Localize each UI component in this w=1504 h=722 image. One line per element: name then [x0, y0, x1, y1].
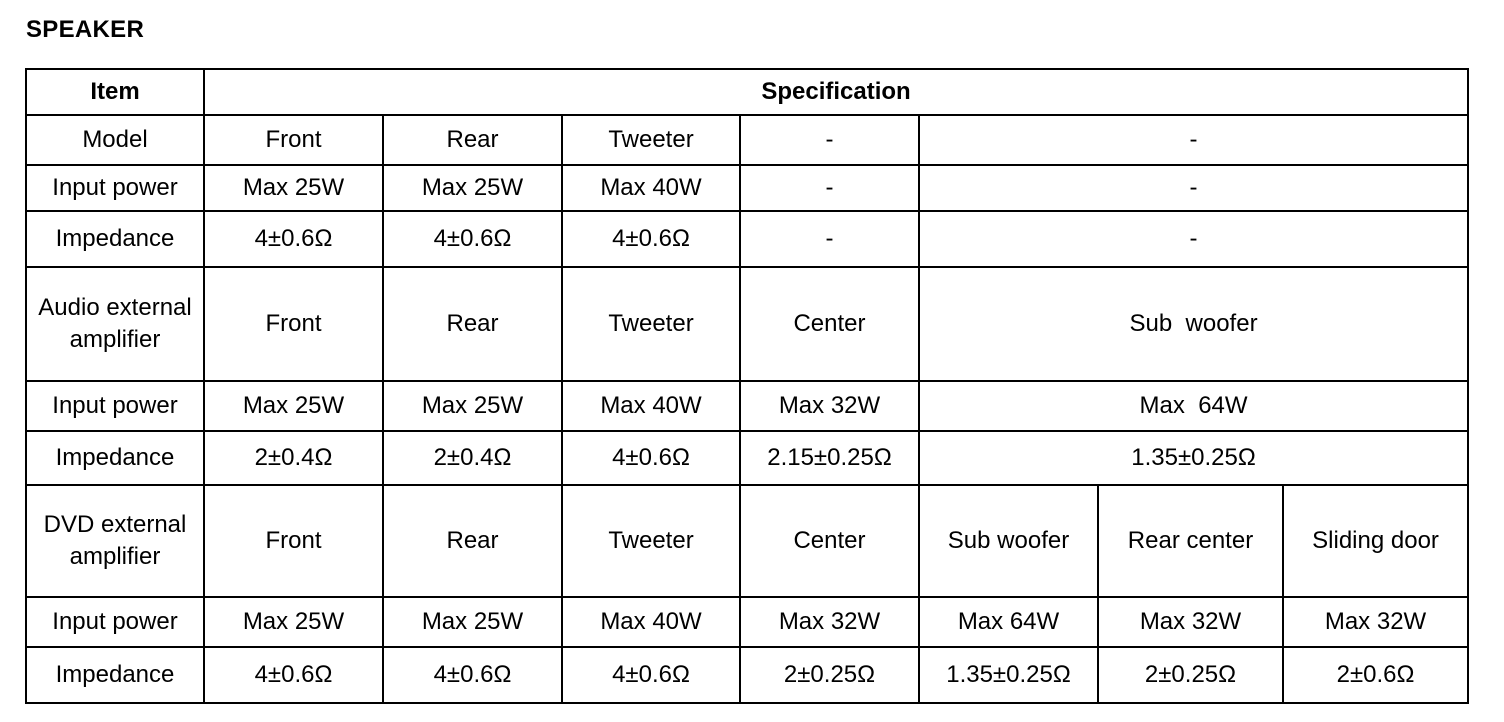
table-cell: Rear center [1098, 485, 1283, 597]
table-cell: Max 32W [1098, 597, 1283, 647]
table-cell: 2±0.6Ω [1283, 647, 1468, 703]
table-cell: 4±0.6Ω [562, 431, 740, 485]
speaker-spec-table [25, 68, 1469, 704]
table-cell: Max 25W [204, 597, 383, 647]
table-cell: Max 40W [562, 597, 740, 647]
table-cell: Tweeter [562, 267, 740, 381]
table-cell: 2±0.25Ω [1098, 647, 1283, 703]
table-cell: 4±0.6Ω [383, 647, 562, 703]
table-cell: Sub woofer [919, 267, 1468, 381]
table-cell: Max 64W [919, 381, 1468, 431]
table-cell: Max 64W [919, 597, 1098, 647]
table-row [26, 381, 1468, 431]
table-cell: Rear [383, 267, 562, 381]
table-cell: 4±0.6Ω [204, 211, 383, 267]
row-label: Impedance [26, 647, 204, 703]
table-cell: - [919, 115, 1468, 165]
table-cell: Max 32W [740, 381, 919, 431]
table-cell: Center [740, 267, 919, 381]
table-cell: Max 25W [383, 597, 562, 647]
table-cell: - [740, 115, 919, 165]
table-cell: Front [204, 115, 383, 165]
table-cell: Max 25W [383, 165, 562, 211]
table-cell: Tweeter [562, 115, 740, 165]
row-label: Audio external amplifier [26, 267, 204, 381]
table-cell: Max 25W [204, 165, 383, 211]
table-row [26, 115, 1468, 165]
table-cell: 2±0.4Ω [204, 431, 383, 485]
row-label: Model [26, 115, 204, 165]
table-cell: - [740, 165, 919, 211]
row-label: DVD external amplifier [26, 485, 204, 597]
table-cell: Rear [383, 485, 562, 597]
table-cell: 2±0.25Ω [740, 647, 919, 703]
table-cell: 4±0.6Ω [383, 211, 562, 267]
table-cell: Max 25W [383, 381, 562, 431]
table-row [26, 597, 1468, 647]
table-cell: 1.35±0.25Ω [919, 647, 1098, 703]
row-label: Input power [26, 165, 204, 211]
table-cell: 4±0.6Ω [562, 211, 740, 267]
table-row [26, 267, 1468, 381]
table-row [26, 485, 1468, 597]
table-cell: 4±0.6Ω [204, 647, 383, 703]
table-cell: Center [740, 485, 919, 597]
table-cell: Max 40W [562, 165, 740, 211]
table-cell: 2.15±0.25Ω [740, 431, 919, 485]
item-header: Item [26, 69, 204, 115]
table-row [26, 431, 1468, 485]
table-cell: - [919, 165, 1468, 211]
table-row [26, 165, 1468, 211]
row-label: Input power [26, 597, 204, 647]
table-cell: Tweeter [562, 485, 740, 597]
table-cell: 2±0.4Ω [383, 431, 562, 485]
table-cell: - [740, 211, 919, 267]
table-cell: Sliding door [1283, 485, 1468, 597]
table-cell: Max 40W [562, 381, 740, 431]
row-label: Input power [26, 381, 204, 431]
table-cell: Front [204, 267, 383, 381]
table-cell: Sub woofer [919, 485, 1098, 597]
page-title: SPEAKER [26, 16, 145, 43]
table-cell: 4±0.6Ω [562, 647, 740, 703]
table-cell: Max 32W [740, 597, 919, 647]
table-cell: 1.35±0.25Ω [919, 431, 1468, 485]
table-cell: - [919, 211, 1468, 267]
table-cell: Max 32W [1283, 597, 1468, 647]
table-row [26, 647, 1468, 703]
row-label: Impedance [26, 431, 204, 485]
row-label: Impedance [26, 211, 204, 267]
table-cell: Front [204, 485, 383, 597]
header-row [26, 69, 1468, 115]
table-cell: Max 25W [204, 381, 383, 431]
specification-header: Specification [204, 69, 1468, 115]
table-cell: Rear [383, 115, 562, 165]
table-row [26, 211, 1468, 267]
